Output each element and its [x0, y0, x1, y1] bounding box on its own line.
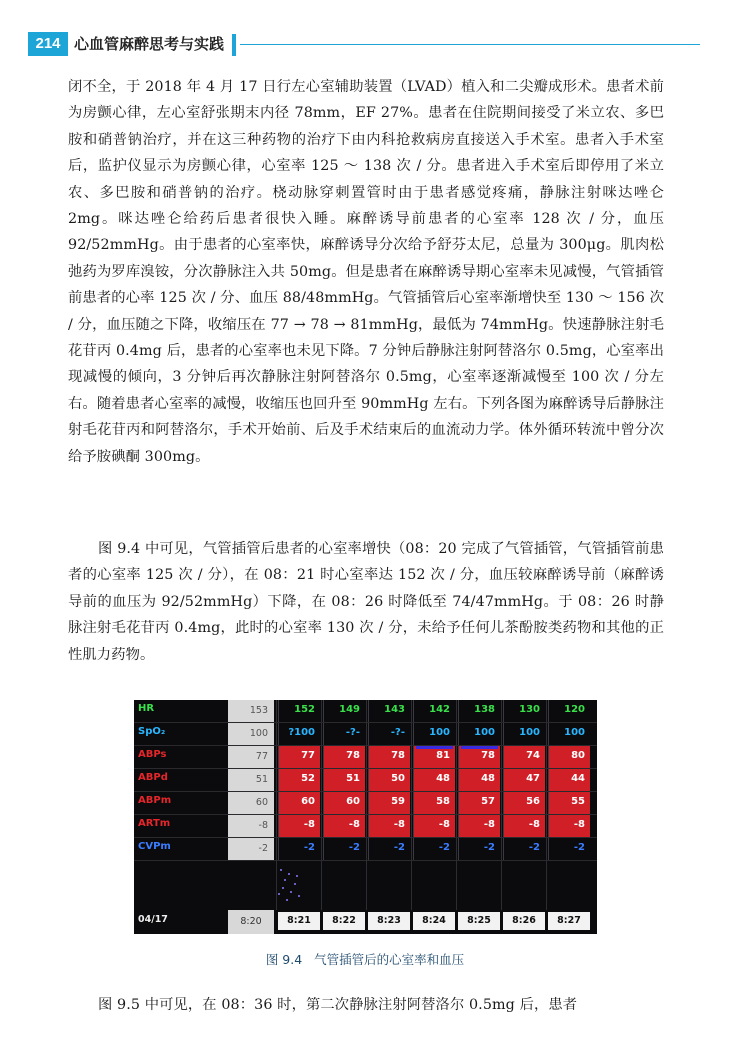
trend-value: -2	[548, 838, 590, 860]
trend-value: 120	[548, 700, 590, 722]
monitor-row-abpd	[134, 769, 597, 792]
trend-dot	[278, 893, 280, 895]
trend-dot	[296, 875, 298, 877]
book-title: 心血管麻醉思考与实践	[74, 35, 225, 53]
trend-value: ?100	[278, 723, 320, 745]
paragraph-3: 图 9.5 中可见，在 08：36 时，第二次静脉注射阿替洛尔 0.5mg 后，患者	[98, 997, 578, 1013]
monitor-row-abpm	[134, 792, 597, 815]
time-axis	[134, 910, 597, 934]
parameter-label: CVPm	[138, 841, 171, 852]
baseline-value: 60	[228, 792, 274, 814]
trend-value: 51	[323, 769, 365, 791]
trend-value: 143	[368, 700, 410, 722]
trend-value: 100	[458, 723, 500, 745]
trend-value: -?-	[323, 723, 365, 745]
trend-value: 74	[503, 746, 545, 768]
event-marker	[416, 746, 453, 749]
paragraph-1: 闭不全，于 2018 年 4 月 17 日行左心室辅助装置（LVAD）植入和二尖瓣成形术。患者术前为房颤心律，左心室舒张期末内径 78mm，EF 27%。患者在住院期间接受了米立农、多巴胺和硝普钠治疗，并在这三种药物的治疗下由内科抢救病房直接送入手术室。患者入手术室后，监护仪显示为房颤心律，心室率 125 ～ 138 次 / 分。患者进入手术室后即停用了米立农、多巴胺和硝普钠的治疗。桡动脉穿刺置管时由于患者感觉疼痛，静脉注射咪达唑仑 2mg。咪达唑仑给药后患者很快入睡。麻醉诱导前患者的心室率 128 次 / 分，血压 92/52mmHg。由于患者的心室率快，麻醉诱导分次给予舒芬太尼，总量为 300μg。肌肉松弛药为罗库溴铵，分次静脉注入共 50mg。但是患者在麻醉诱导期心室率未见减慢，气管插管前患者的心率 125 次 / 分、血压 88/48mmHg。气管插管后心室率渐增快至 130 ～ 156 次 / 分，血压随之下降，收缩压在 77 → 78 → 81mmHg，最低为 74mmHg。快速静脉注射毛花苷丙 0.4mg 后，患者的心室率也未见下降。7 分钟后静脉注射阿替洛尔 0.5mg，心室率出现减慢的倾向，3 分钟后再次静脉注射阿替洛尔 0.5mg，心室率逐渐减慢至 100 次 / 分左右。随着患者心室率的减慢，收缩压也回升至 90mmHg 左右。下列各图为麻醉诱导后静脉注射毛花苷丙和阿替洛尔，手术开始前、后及手术结束后的血流动力学。体外循环转流中曾分次给予胺碘酮 300mg。	[68, 79, 664, 465]
trend-value: 52	[278, 769, 320, 791]
figure-caption	[0, 950, 730, 968]
trend-dot	[280, 869, 282, 871]
trend-value: -8	[503, 815, 545, 837]
event-marker	[461, 746, 498, 749]
trend-value: -2	[368, 838, 410, 860]
paragraph-2: 图 9.4 中可见，气管插管后患者的心室率增快（08：20 完成了气管插管，气管插管前患者的心室率 125 次 / 分），在 08：21 时心室率达 152 次 / 分，血压较麻醉诱导前（麻醉诱导前的血压为 92/52mmHg）下降，在 08：26 时降低至 74/47mmHg。于 08：26 时静脉注射毛花苷丙 0.4mg，此时的心室率 130 次 / 分，未给予任何儿茶酚胺类药物和其他的正性肌力药物。	[68, 541, 664, 663]
parameter-label: ABPs	[138, 749, 167, 760]
time-label: 8:26	[503, 912, 545, 930]
parameter-label: ABPd	[138, 772, 168, 783]
trend-value: 48	[458, 769, 500, 791]
baseline-value: -8	[228, 815, 274, 837]
trend-value: 138	[458, 700, 500, 722]
trend-value: 100	[548, 723, 590, 745]
trend-value: 149	[323, 700, 365, 722]
trend-value: 55	[548, 792, 590, 814]
figure-number: 图 9.4	[265, 952, 303, 967]
trend-value: -2	[278, 838, 320, 860]
trend-value: 57	[458, 792, 500, 814]
time-label: 8:22	[323, 912, 365, 930]
trend-value: 77	[278, 746, 320, 768]
trend-dot	[298, 895, 300, 897]
header-rule	[240, 44, 700, 45]
baseline-value: 51	[228, 769, 274, 791]
trend-value: 78	[458, 746, 500, 768]
trend-value: 142	[413, 700, 455, 722]
trend-value: -8	[548, 815, 590, 837]
trend-value: -8	[458, 815, 500, 837]
trend-value: 78	[323, 746, 365, 768]
trend-value: 60	[278, 792, 320, 814]
trend-value: 50	[368, 769, 410, 791]
time-label: 8:23	[368, 912, 410, 930]
trend-value: -2	[458, 838, 500, 860]
header-divider	[232, 34, 236, 56]
trend-value: 78	[368, 746, 410, 768]
trend-dot	[288, 873, 290, 875]
trend-value: -8	[323, 815, 365, 837]
baseline-value: 100	[228, 723, 274, 745]
trend-value: -?-	[368, 723, 410, 745]
page-number: 214	[28, 32, 68, 56]
monitor-row-spo	[134, 723, 597, 746]
trend-value: 60	[323, 792, 365, 814]
trend-value: 44	[548, 769, 590, 791]
time-label: 8:21	[278, 912, 320, 930]
trend-value: -2	[503, 838, 545, 860]
monitor-screenshot	[134, 700, 597, 934]
parameter-label: ARTm	[138, 818, 171, 829]
parameter-label: SpO₂	[138, 726, 166, 737]
baseline-value: 153	[228, 700, 274, 722]
parameter-label: ABPm	[138, 795, 172, 806]
trend-value: 130	[503, 700, 545, 722]
trend-value: 100	[503, 723, 545, 745]
trend-value: 56	[503, 792, 545, 814]
parameter-label: HR	[138, 703, 155, 714]
trend-value: 58	[413, 792, 455, 814]
trend-value: -2	[413, 838, 455, 860]
trend-value: 59	[368, 792, 410, 814]
trend-value: 100	[413, 723, 455, 745]
trend-value: -8	[278, 815, 320, 837]
baseline-value: -2	[228, 838, 274, 860]
time-label: 8:27	[548, 912, 590, 930]
time-label: 8:25	[458, 912, 500, 930]
monitor-row-cvpm	[134, 838, 597, 861]
trend-value: 152	[278, 700, 320, 722]
baseline-value: 77	[228, 746, 274, 768]
baseline-time: 8:20	[228, 910, 274, 934]
trend-dot	[286, 899, 288, 901]
running-header	[0, 32, 730, 58]
monitor-date: 04/17	[138, 914, 168, 925]
trend-dot	[290, 891, 292, 893]
monitor-row-artm	[134, 815, 597, 838]
trend-value: 48	[413, 769, 455, 791]
trend-value: -2	[323, 838, 365, 860]
trend-value: -8	[413, 815, 455, 837]
monitor-row-hr	[134, 700, 597, 723]
trend-value: 47	[503, 769, 545, 791]
trend-dot	[282, 887, 284, 889]
monitor-row-abps	[134, 746, 597, 769]
trend-value: -8	[368, 815, 410, 837]
figure-caption-text: 气管插管后的心室率和血压	[314, 952, 465, 967]
trend-value: 80	[548, 746, 590, 768]
trend-dots	[274, 865, 324, 905]
trend-value: 81	[413, 746, 455, 768]
trend-dot	[294, 883, 296, 885]
trend-dot	[284, 879, 286, 881]
time-label: 8:24	[413, 912, 455, 930]
